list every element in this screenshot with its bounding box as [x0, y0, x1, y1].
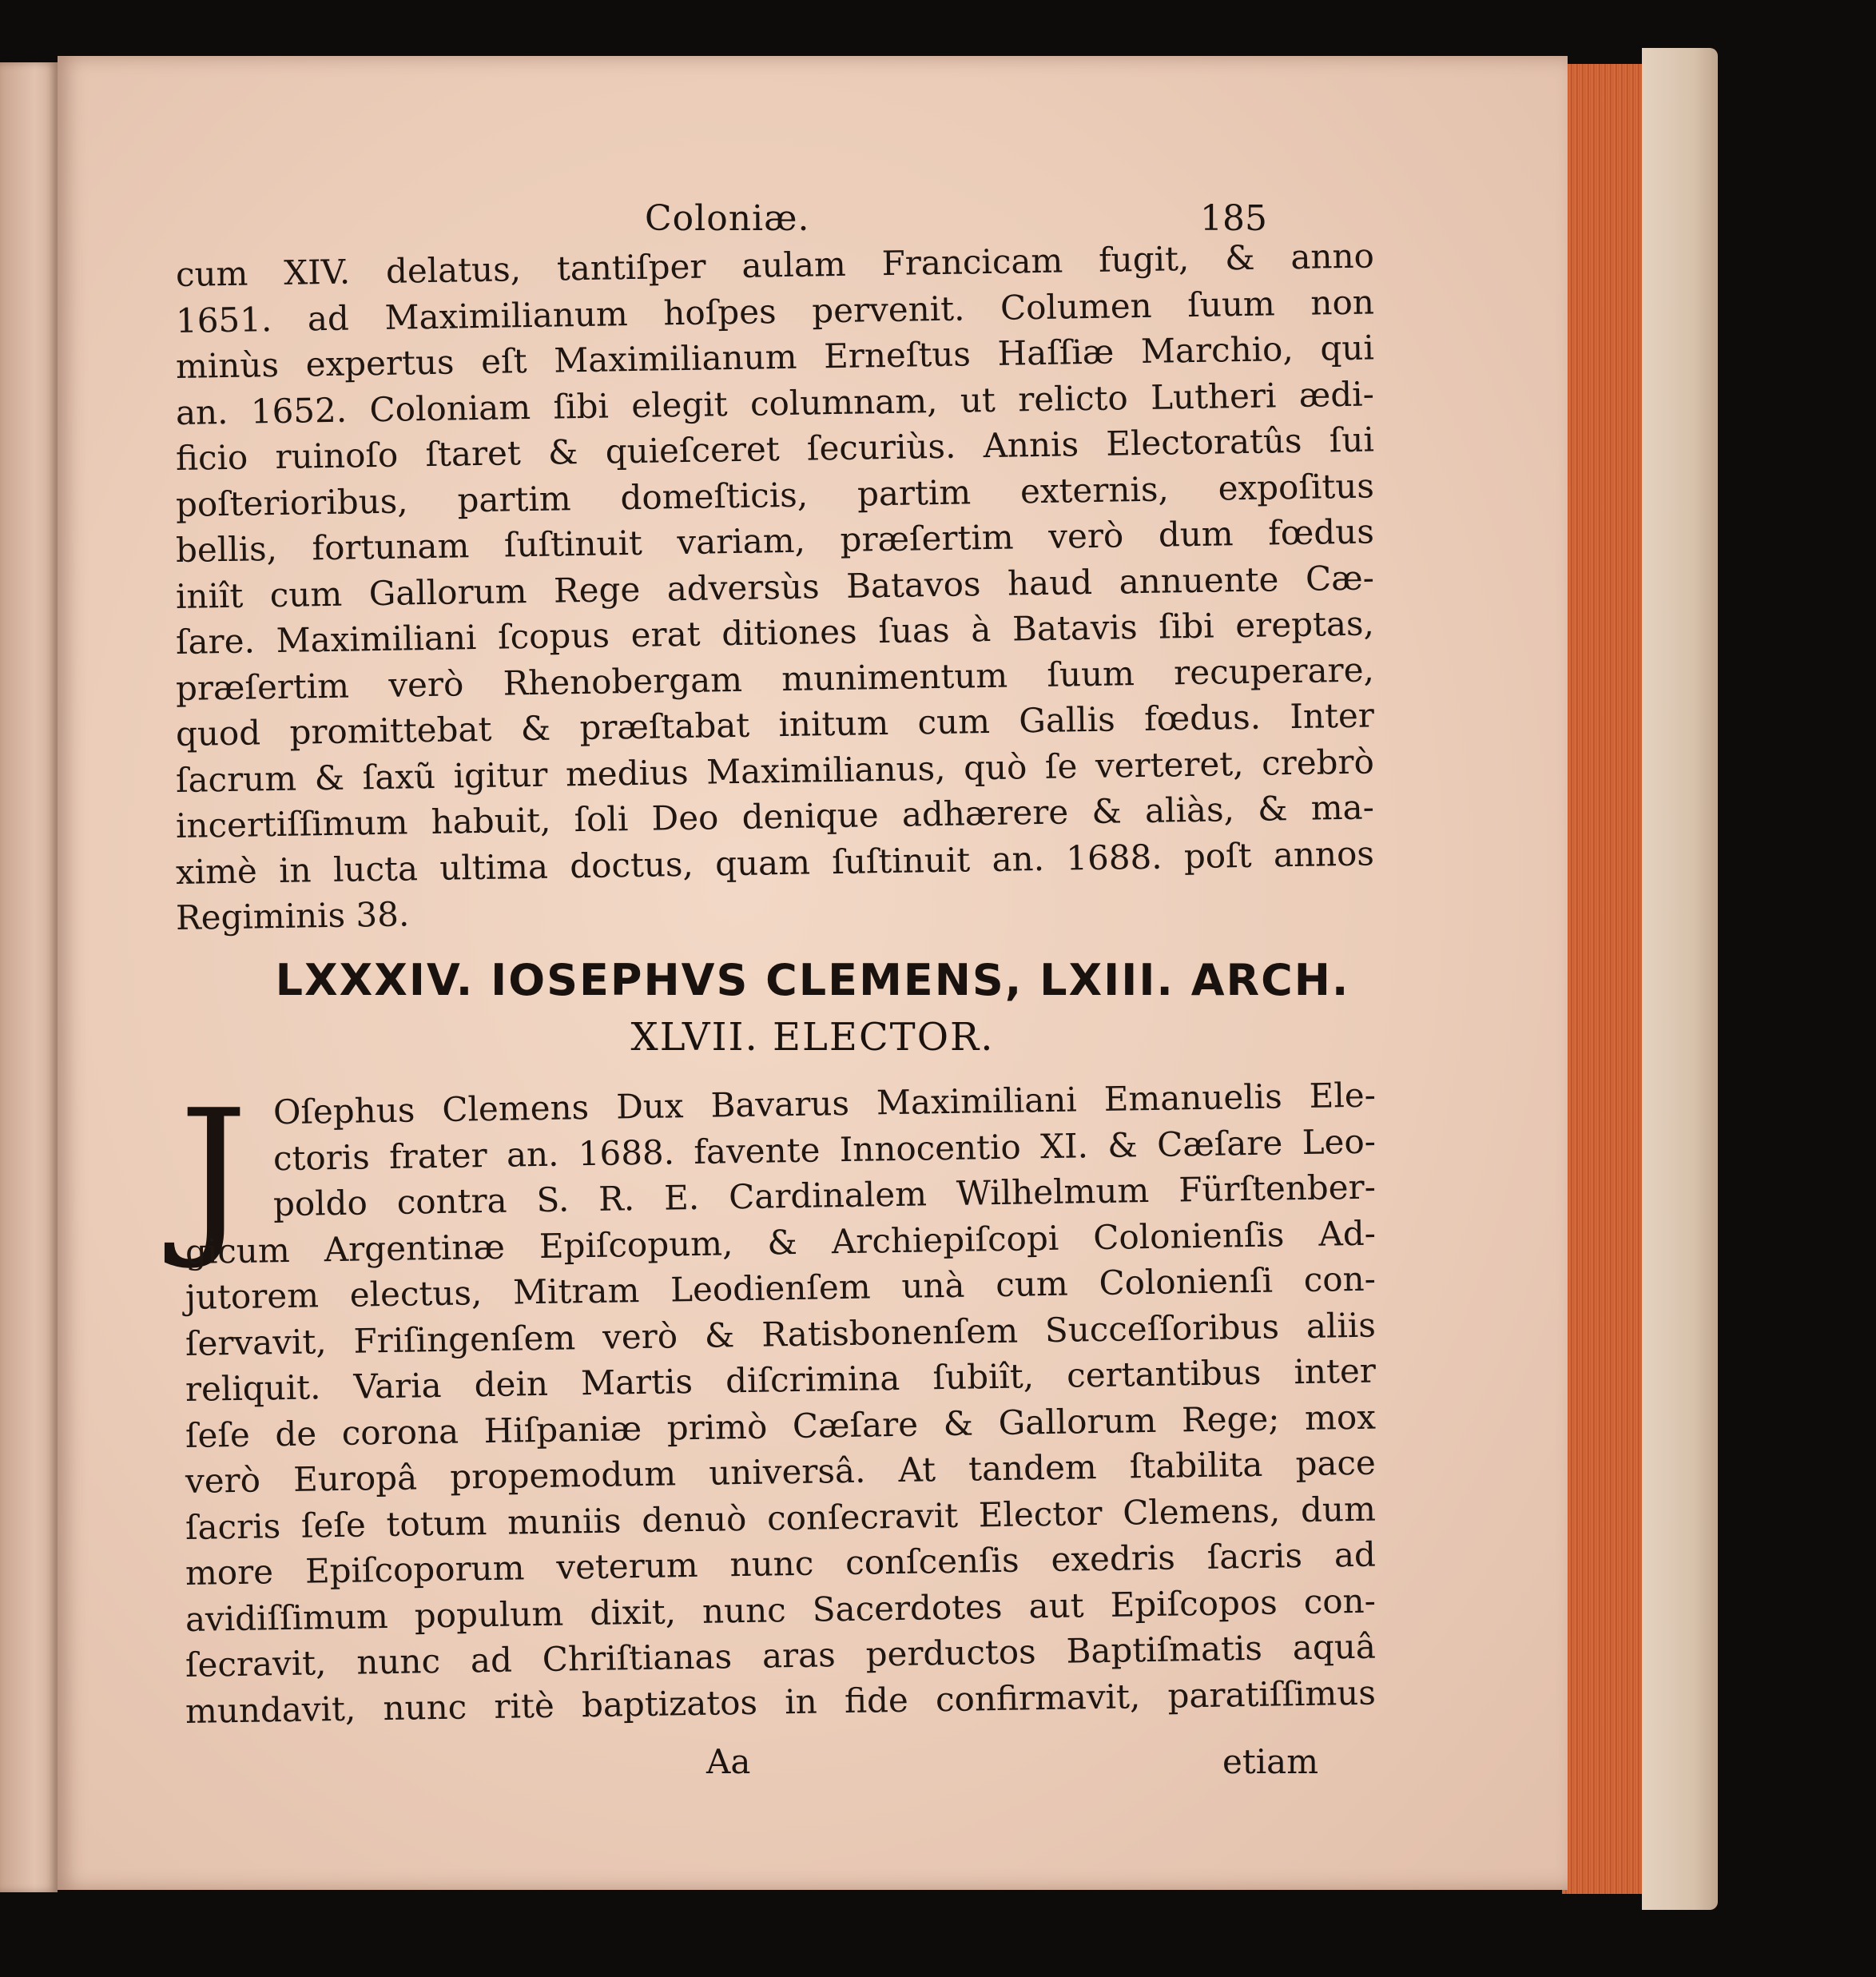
section-heading: LXXXIV. IOSEPHVS CLEMENS, LXIII. ARCH. [275, 955, 1350, 1005]
text-line: avidiſſimum populum dixit, nunc Sacerdotes aut Epiſcopos con- [185, 1581, 1377, 1639]
text-line: reliquit. Varia dein Martis diſcrimina ſubiît, certantibus inter [185, 1350, 1377, 1409]
text-line: poſterioribus, partim domeſticis, partim externis, expoſitus [175, 465, 1375, 524]
text-line: minùs expertus eſt Maximilianum Erneſtus Haſſiæ Marchio, qui [175, 328, 1375, 386]
catchword: etiam [1222, 1742, 1319, 1781]
text-line: ſacris ſeſe totum muniis denuò conſecravit Elector Clemens, dum [185, 1489, 1377, 1547]
left-page-edge [0, 62, 58, 1892]
text-line: 1651. ad Maximilianum hoſpes pervenit. Columen ſuum non [175, 281, 1375, 340]
paragraph-2 [185, 1075, 1377, 1734]
text-line: ſecravit, nunc ad Chriſtianas aras perductos Baptiſmatis aquâ [185, 1626, 1377, 1685]
book-page [58, 56, 1568, 1890]
text-line: ximè in lucta ultima doctus, quam ſuſtinuit an. 1688. poſt annos [175, 833, 1375, 892]
page-number: 185 [1200, 198, 1267, 239]
text-line: cum XIV. delatus, tantiſper aulam Francicam fugit, & anno [175, 236, 1375, 294]
text-line: iniît cum Gallorum Rege adversùs Batavos haud annuente Cæ- [175, 557, 1375, 616]
text-line: jutorem electus, Mitram Leodienſem unà cum Colonienſi con- [185, 1259, 1377, 1317]
book-cover-edge [1642, 48, 1718, 1910]
text-line: verò Europâ propemodum universâ. At tandem ſtabilita pace [185, 1442, 1377, 1501]
drop-cap: J [179, 1072, 248, 1273]
text-line: ſare. Maximiliani ſcopus erat ditiones ſuas à Batavis ſibi ereptas, [175, 603, 1375, 662]
page-footer [58, 1742, 1568, 1790]
paragraph-1 [175, 236, 1375, 941]
text-line: Regiminis 38. [175, 894, 410, 937]
text-line: ſacrum & ſaxũ igitur medius Maximilianus, quò ſe verteret, crebrò [175, 741, 1375, 800]
text-line: Oſephus Clemens Dux Bavarus Maximiliani Emanuelis Ele- [272, 1075, 1377, 1132]
text-line: præſertim verò Rhenobergam munimentum ſuum recuperare, [175, 649, 1375, 708]
text-line: ficio ruinoſo ſtaret & quieſceret ſecuriùs. Annis Electoratûs ſui [175, 420, 1375, 478]
section-subheading: XLVII. ELECTOR. [630, 1015, 995, 1060]
text-line: ſeſe de corona Hiſpaniæ primò Cæſare & Gallorum Rege; mox [185, 1397, 1377, 1455]
signature-mark: Aa [706, 1742, 751, 1781]
text-line: gicum Argentinæ Epiſcopum, & Archiepiſcopi Colonienſis Ad- [185, 1213, 1377, 1271]
text-line: bellis, fortunam ſuſtinuit variam, præſertim verò dum fœdus [175, 511, 1375, 570]
text-line: ſervavit, Friſingenſem verò & Ratisbonenſem Succeſſoribus aliis [185, 1305, 1377, 1363]
running-head: Coloniæ. [645, 198, 810, 239]
text-line: mundavit, nunc ritè baptizatos in fide confirmavit, paratiſſimus [185, 1673, 1377, 1731]
text-line: more Epiſcoporum veterum nunc conſcenſis exedris ſacris ad [185, 1534, 1377, 1593]
text-line: incertiſſimum habuit, ſoli Deo denique adhærere & aliàs, & ma- [175, 787, 1375, 845]
text-line: quod promittebat & præſtabat initum cum Gallis fœdus. Inter [175, 695, 1375, 754]
text-line: poldo contra S. R. E. Cardinalem Wilhelmum Fürſtenber- [272, 1167, 1377, 1224]
page-fore-edge [1562, 64, 1642, 1894]
text-line: an. 1652. Coloniam ſibi elegit columnam, ut relicto Lutheri ædi- [175, 373, 1375, 432]
text-line: ctoris frater an. 1688. favente Innocentio XI. & Cæſare Leo- [272, 1121, 1377, 1178]
